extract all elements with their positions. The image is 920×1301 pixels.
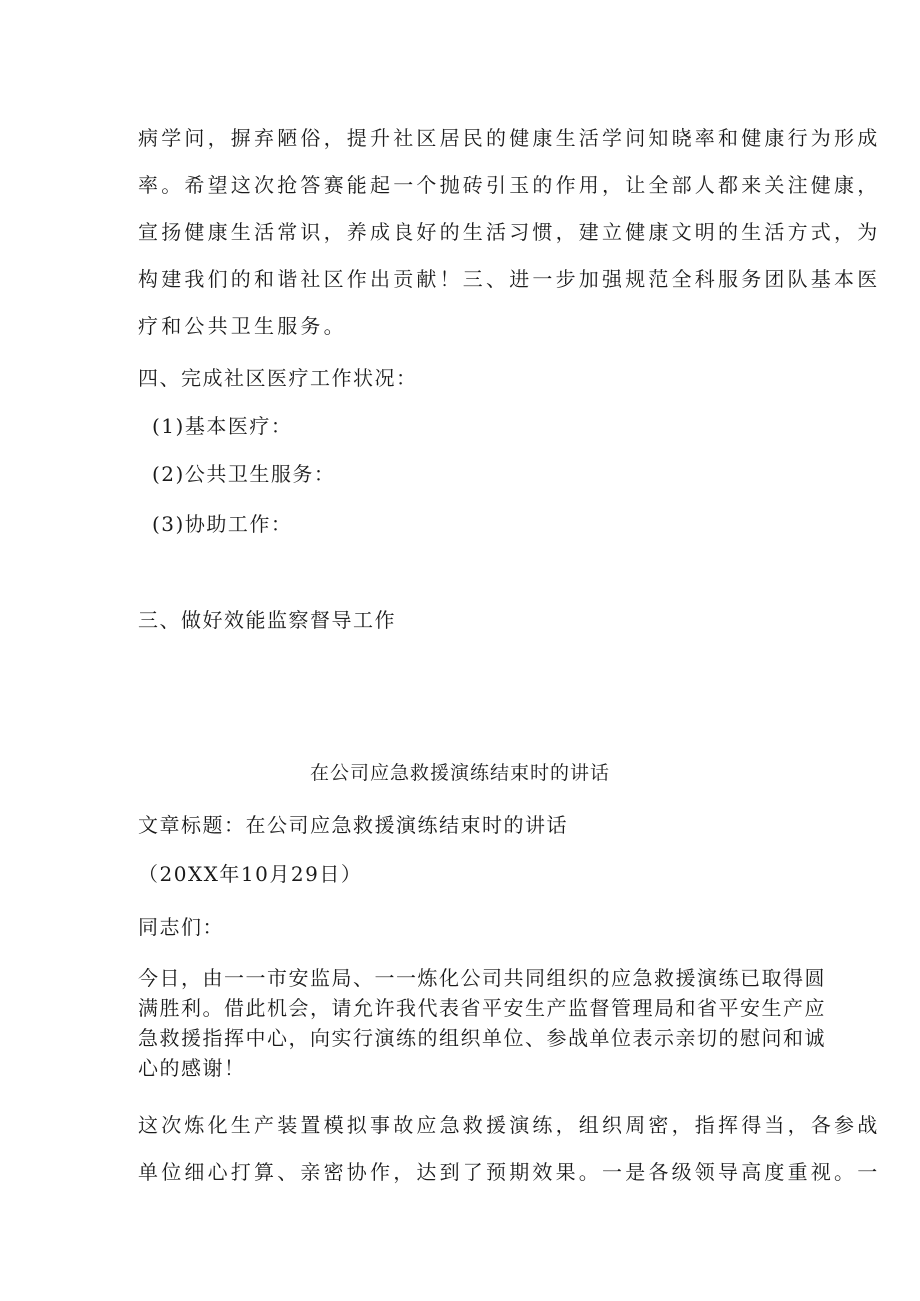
paragraph-line: 这次炼化生产装置模拟事故应急救援演练，组织周密，指挥得当，各参战 (138, 1113, 881, 1137)
speech-date: （20XX年10月29日） (138, 862, 363, 886)
paragraph-line: 宣扬健康生活常识，养成良好的生活习惯，建立健康文明的生活方式，为 (138, 220, 881, 244)
greeting: 同志们： (138, 915, 224, 939)
speech-heading: 在公司应急救援演练结束时的讲话 (309, 762, 610, 784)
list-item-public-health: (2)公共卫生服务： (152, 462, 336, 486)
paragraph-line: 疗和公共卫生服务。 (138, 314, 347, 338)
list-item-basic-medical: (1)基本医疗： (152, 414, 293, 438)
section-heading-four: 四、完成社区医疗工作状况： (138, 366, 418, 390)
paragraph-line: 急救援指挥中心，向实行演练的组织单位、参战单位表示亲切的慰问和诚 (138, 1026, 826, 1050)
article-title: 文章标题：在公司应急救援演练结束时的讲话 (138, 813, 568, 837)
paragraph-line: 心的感谢！ (138, 1056, 246, 1080)
list-item-assist-work: (3)协助工作： (152, 512, 293, 536)
paragraph-line: 单位细心打算、亲密协作，达到了预期效果。一是各级领导高度重视。一 (138, 1160, 881, 1184)
paragraph-line: 今日，由一一市安监局、一一炼化公司共同组织的应急救援演练已取得圆 (138, 966, 826, 990)
paragraph-line: 病学问，摒弃陋俗，提升社区居民的健康生活学问知晓率和健康行为形成 (138, 126, 881, 150)
section-heading-three: 三、做好效能监察督导工作 (138, 608, 396, 632)
paragraph-line: 满胜利。借此机会，请允许我代表省平安生产监督管理局和省平安生产应 (138, 996, 826, 1020)
paragraph-line: 率。希望这次抢答赛能起一个抛砖引玉的作用，让全部人都来关注健康， (138, 173, 881, 197)
paragraph-line: 构建我们的和谐社区作出贡献！三、进一步加强规范全科服务团队基本医 (138, 267, 881, 291)
